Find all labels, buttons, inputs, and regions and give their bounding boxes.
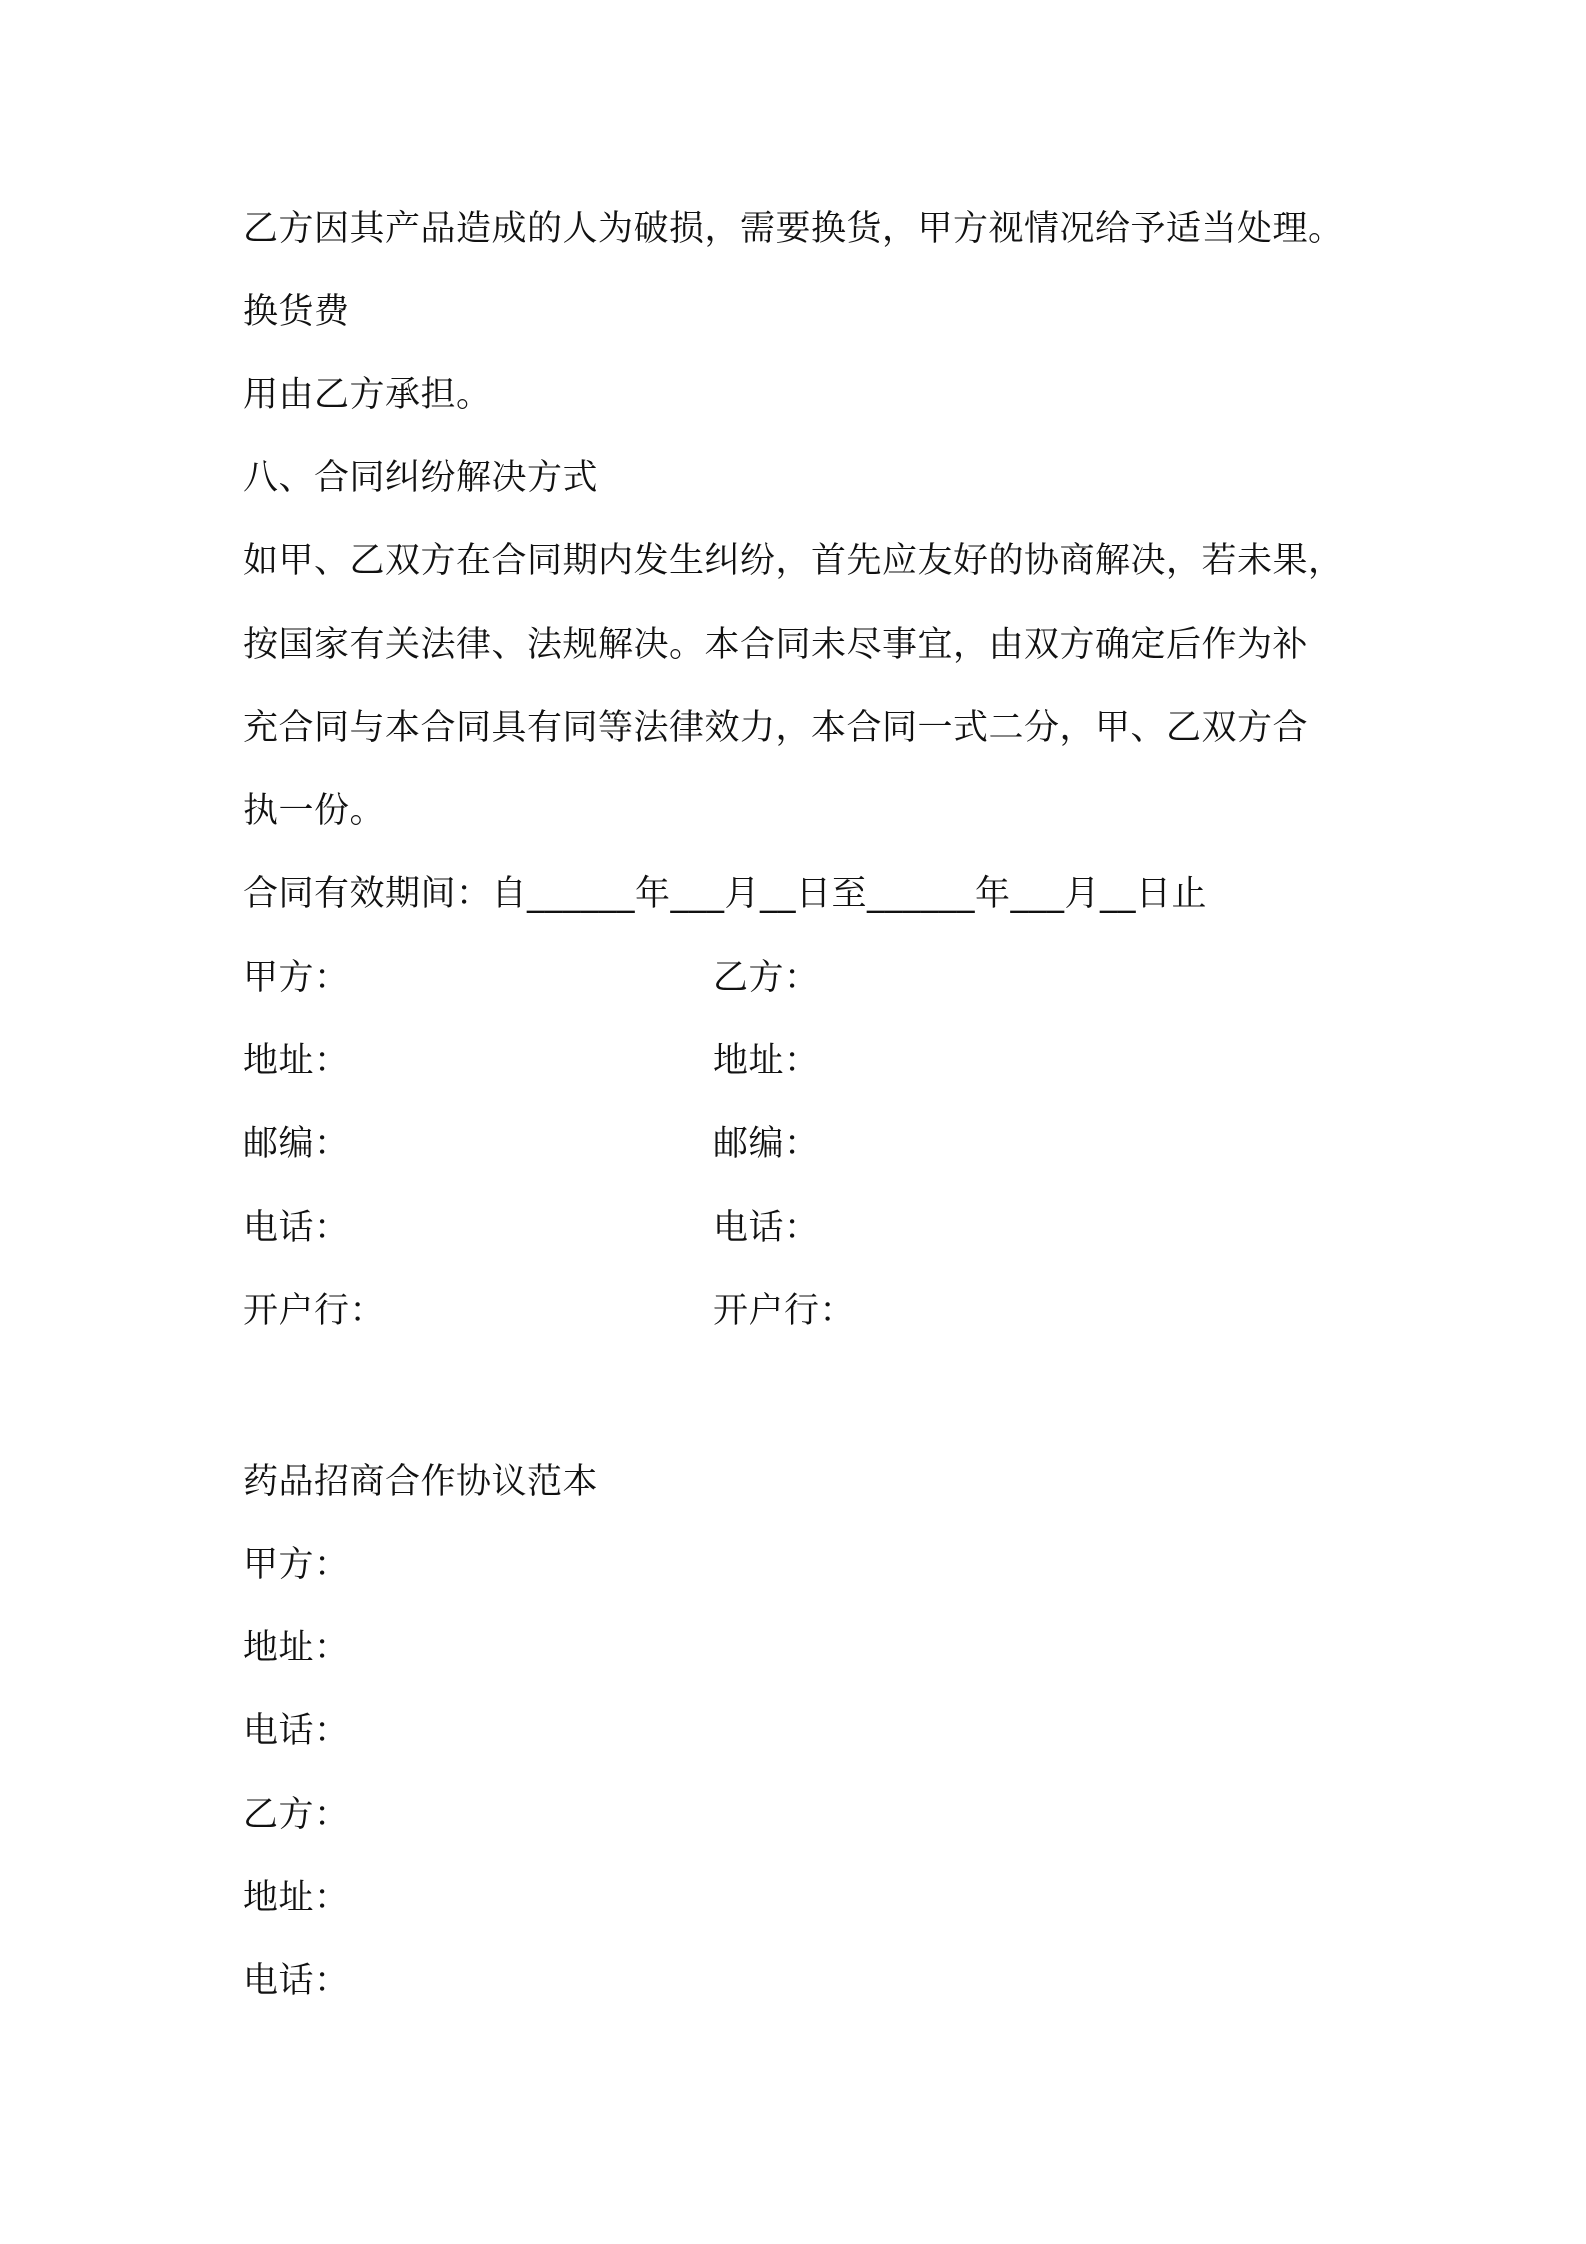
section-8-line-2: 按国家有关法律、法规解决。本合同未尽事宜，由双方确定后作为补 <box>243 625 1309 665</box>
section-8-line-3: 充合同与本合同具有同等法律效力，本合同一式二分，甲、乙双方合 <box>243 708 1309 748</box>
template-party-a: 甲方： <box>243 1545 350 1585</box>
party-a-postcode: 邮编： <box>243 1124 350 1164</box>
party-a-phone: 电话： <box>243 1208 350 1248</box>
paragraph-fee-part1: 换货费 <box>243 292 350 332</box>
template-party-b: 乙方： <box>243 1795 350 1835</box>
party-b-address: 地址： <box>713 1041 820 1081</box>
validity-period: 合同有效期间：自______年___月__日至______年___月__日止 <box>243 874 1208 914</box>
party-b-phone: 电话： <box>713 1208 820 1248</box>
party-b-postcode: 邮编： <box>713 1124 820 1164</box>
paragraph-damage: 乙方因其产品造成的人为破损，需要换货，甲方视情况给予适当处理。 <box>243 209 1344 249</box>
section-8-title: 八、合同纠纷解决方式 <box>243 458 599 498</box>
template-title: 药品招商合作协议范本 <box>243 1462 599 1502</box>
template-party-b-phone: 电话： <box>243 1961 350 2001</box>
party-b-label: 乙方： <box>713 958 820 998</box>
template-party-a-phone: 电话： <box>243 1711 350 1751</box>
party-b-bank: 开户行： <box>713 1291 856 1331</box>
paragraph-fee-part2: 用由乙方承担。 <box>243 375 492 415</box>
template-party-a-address: 地址： <box>243 1628 350 1668</box>
template-party-b-address: 地址： <box>243 1878 350 1918</box>
party-a-bank: 开户行： <box>243 1291 386 1331</box>
section-8-line-4: 执一份。 <box>243 791 386 831</box>
party-a-address: 地址： <box>243 1041 350 1081</box>
party-a-label: 甲方： <box>243 958 350 998</box>
section-8-line-1: 如甲、乙双方在合同期内发生纠纷，首先应友好的协商解决，若未果， <box>243 541 1344 581</box>
